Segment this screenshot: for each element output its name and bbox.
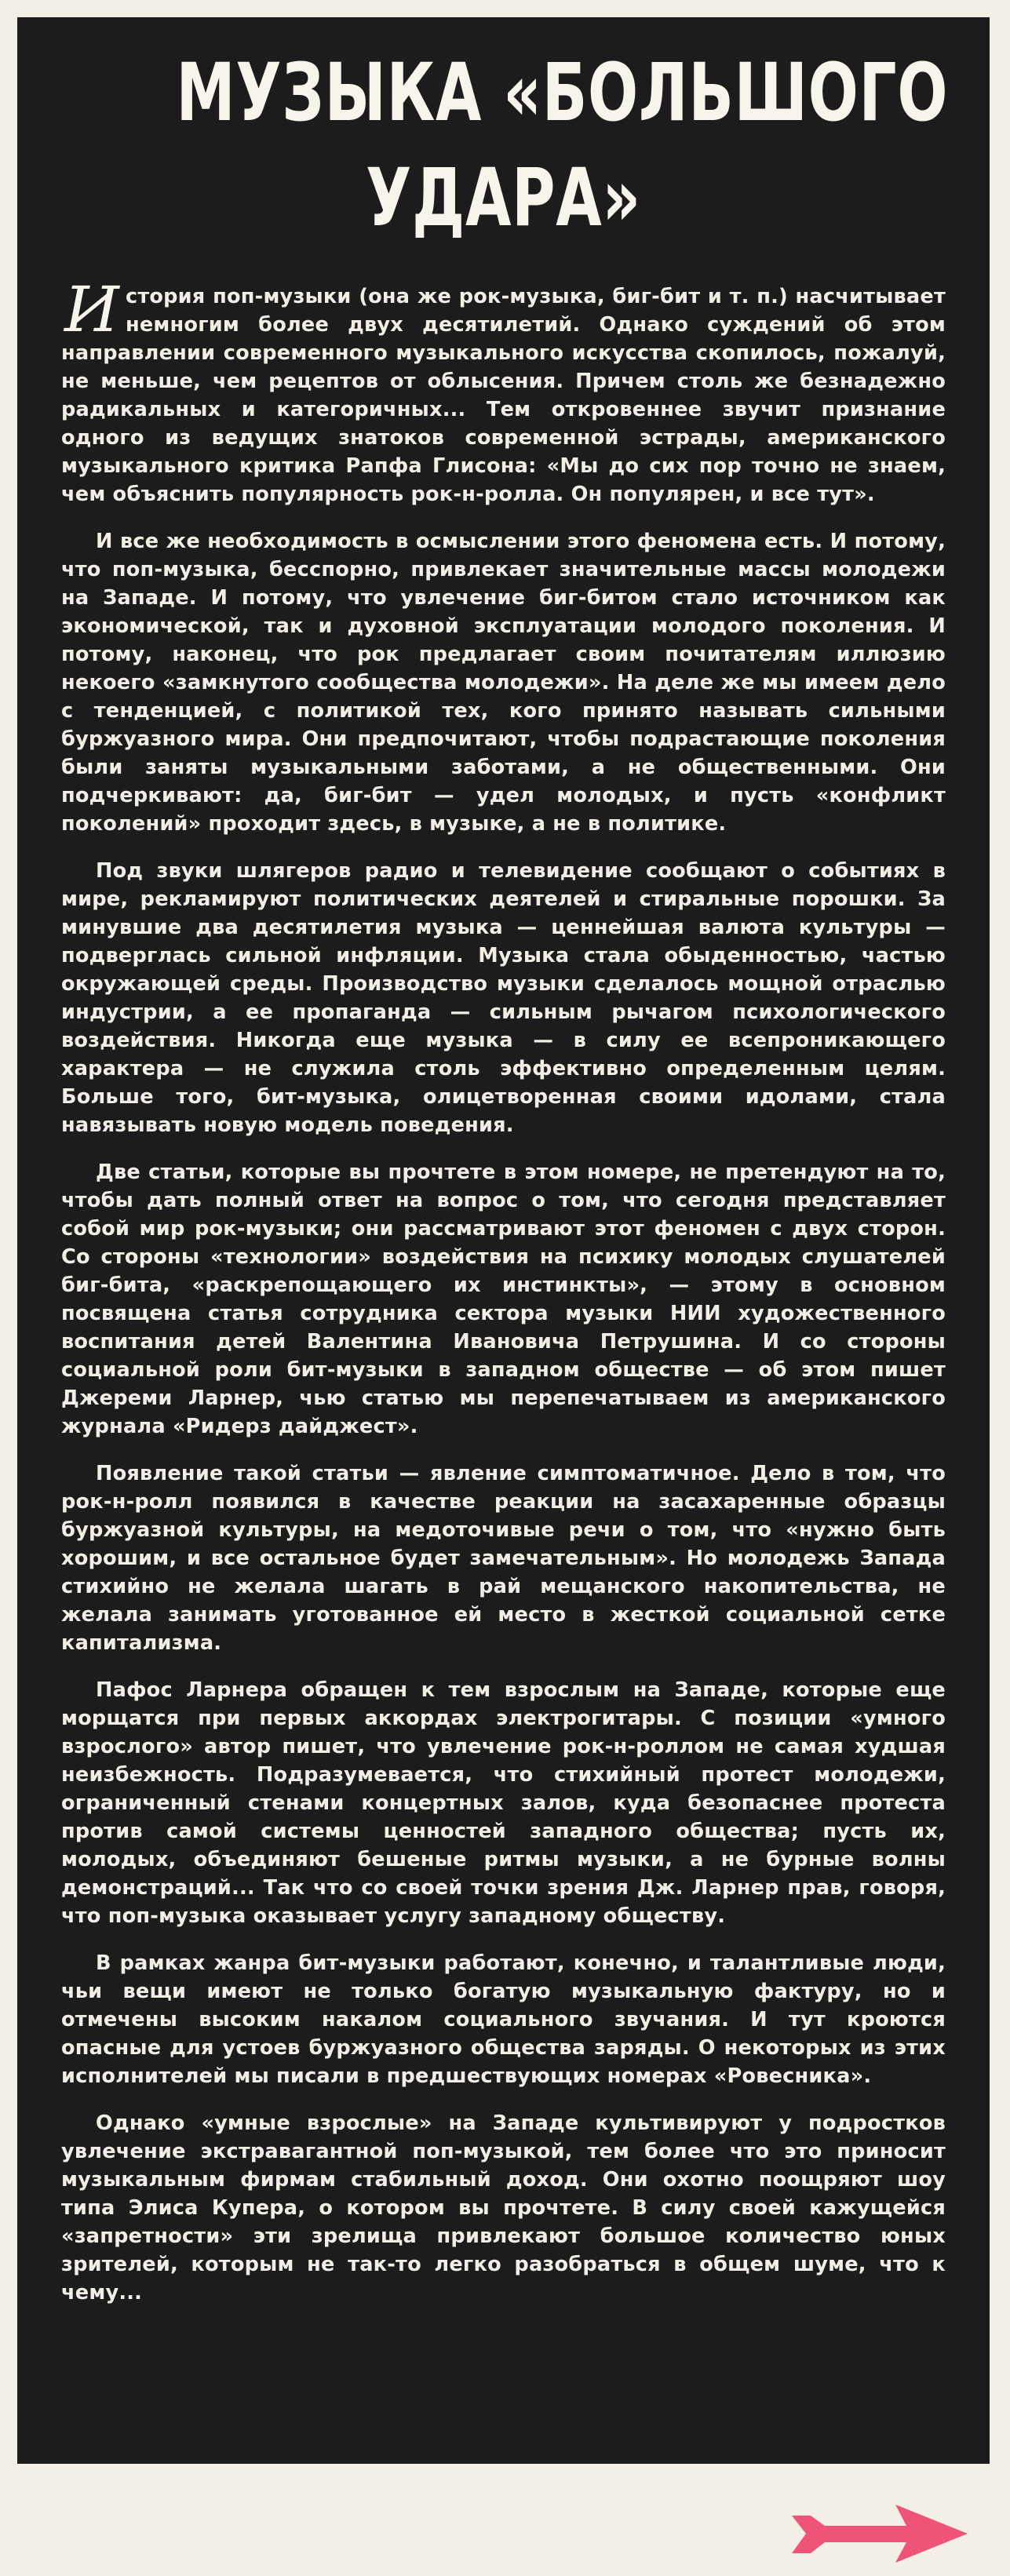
drop-cap: И [64,273,119,346]
article-paragraph-2: И все же необходимость в осмыслении этого феномена есть. И потому, что поп-музыка, бесспорно, привлекает значительные массы молодежи на Западе. И потому, что увлечение биг-битом стало источником как экономической, так и духовной эксплуатации молодого поколения. И потому, наконец, что рок предлагает своим почитателям иллюзию некоего «замкнутого сообщества молодежи». На деле же мы имеем дело с тенденцией, с политикой тех, кого принято называть сильными буржуазного мира. Они предпочитают, чтобы подрастающие поколения были заняты музыкальными заботами, а не общественными. Они подчеркивают: да, биг-бит — удел молодых, и пусть «конфликт поколений» проходит здесь, в музыке, а не в политике. [61,530,946,836]
article-paragraph-8: Однако «умные взрослые» на Западе культивируют у подростков увлечение экстравагантной поп-музыкой, тем более что это приносит музыкальным фирмам стабильный доход. Они охотно поощряют шоу типа Элиса Купера, о котором вы прочтете. В силу своей кажущейся «запретности» эти зрелища привлекают большое количество юных зрителей, которым не так-то легко разобраться в общем шуме, что к чему... [61,2111,946,2305]
article-paragraph-6: Пафос Ларнера обращен к тем взрослым на Западе, которые еще морщатся при первых аккордах электрогитары. С позиции «умного взрослого» автор пишет, что увлечение рок-н-роллом не самая худшая неизбежность. Подразумевается, что стихийный протест молодежи, ограниченный стенами концертных залов, куда безопаснее протеста против самой системы ценностей западного общества; пусть их, молодых, объединяют бешеные ритмы музыки, а не бурные волны демонстраций... Так что со своей точки зрения Дж. Ларнер прав, говоря, что поп-музыка оказывает услугу западному обществу. [61,1678,946,1928]
title-line-2: УДАРА» [366,151,641,245]
article-paragraph-4: Две статьи, которые вы прочтете в этом номере, не претендуют на то, чтобы дать полный ответ на вопрос о том, что сегодня представляет собой мир рок-музыки; они рассматривают этот феномен с двух сторон. Со стороны «технологии» воздействия на психику молодых слушателей биг-бита, «раскрепощающего их инстинкты», — этому в основном посвящена статья сотрудника сектора музыки НИИ художественного воспитания детей Валентина Ивановича Петрушина. И со стороны социальной роли бит-музыки в западном обществе — об этом пишет Джереми Ларнер, чью статью мы перепечатываем из американского журнала «Ридерз дайджест». [61,1160,946,1438]
article-panel [17,17,990,2464]
article-paragraph-7: В рамках жанра бит-музыки работают, конечно, и талантливые люди, чьи вещи имеют не только богатую музыкальную фактуру, но и отмечены высоким накалом социального звучания. И тут кроются опасные для устоев буржуазного общества заряды. О некоторых из этих исполнителей мы писали в предшествующих номерах «Ровесника». [61,1951,946,2088]
paragraph-1-text: стория поп-музыки (она же рок-музыка, биг-бит и т. п.) насчитывает немногим более двух десятилетий. Однако суждений об этом направлении современного музыкального искусства скопилось, пожалуй, не меньше, чем рецептов от облысения. Причем столь же безнадежно радикальных и категоричных... Тем откровеннее звучит признание одного из ведущих знатоков современной эстрады, американского музыкального критика Рапфа Глисона: «Мы до сих пор точно не знаем, чем объяснить популярность рок-н-ролла. Он популярен, и все тут». [61,285,946,506]
article-paragraph-1 [61,273,946,508]
right-arrow-icon [789,2501,971,2566]
article-title [176,41,949,251]
article-paragraph-5: Появление такой статьи — явление симптоматичное. Дело в том, что рок-н-ролл появился в качестве реакции на засахаренные образцы буржуазной культуры, на медоточивые речи о том, что «нужно быть хорошим, и все остальное будет замечательным». Но молодежь Запада стихийно не желала шагать в рай мещанского накопительства, не желала занимать уготованное ей место в жесткой социальной сетке капитализма. [61,1462,946,1655]
arrow-shape [792,2505,968,2563]
article-body [61,273,946,2307]
article-paragraph-3: Под звуки шлягеров радио и телевидение сообщают о событиях в мире, рекламируют политических деятелей и стиральные порошки. За минувшие два десятилетия музыка — ценнейшая валюта культуры — подверглась сильной инфляции. Музыка стала обыденностью, частью окружающей среды. Производство музыки сделалось мощной отраслью индустрии, а ее пропаганда — сильным рычагом психологического воздействия. Никогда еще музыка — в силу ее всепроникающего характера — не служила столь эффективно определенным целям. Больше того, бит-музыка, олицетворенная своими идолами, стала навязывать новую модель поведения. [61,859,946,1137]
title-line-1: МУЗЫКА «БОЛЬШОГО [176,46,949,140]
